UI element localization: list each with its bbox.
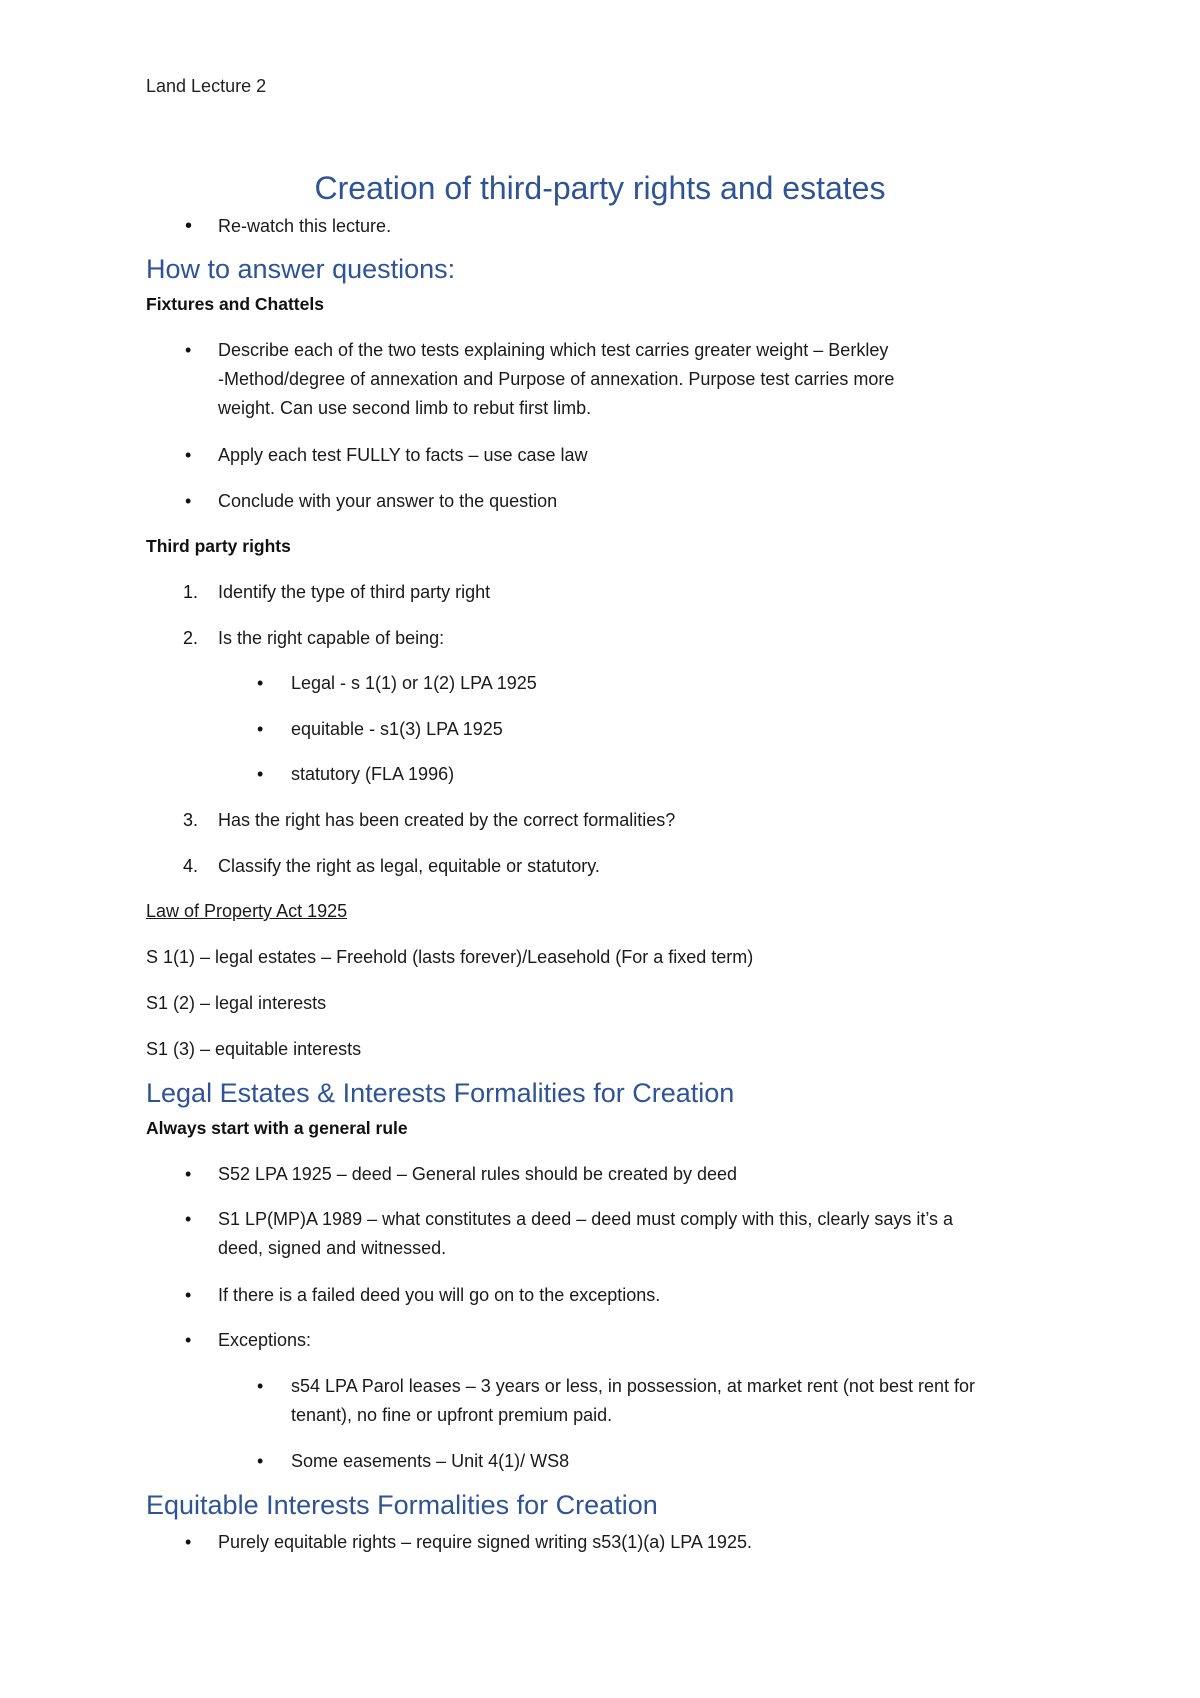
bullet-icon: •: [257, 1376, 264, 1396]
fixtures-bullet-1-line-2: -Method/degree of annexation and Purpose of annexation. Purpose test carries more: [218, 369, 895, 389]
document-title: Creation of third-party rights and estates: [314, 170, 886, 206]
intro-bullet-text: Re-watch this lecture.: [218, 216, 392, 236]
step-text: Is the right capable of being:: [218, 628, 445, 648]
exceptions-sub-bullet-2: Some easements – Unit 4(1)/ WS8: [291, 1451, 570, 1471]
lpa-line: S1 (3) – equitable interests: [146, 1039, 362, 1059]
capable-sub-bullet: statutory (FLA 1996): [291, 764, 455, 784]
bullet-icon: •: [257, 719, 264, 739]
step-number: 1.: [183, 582, 199, 602]
legal-bullet-2-line-1: S1 LP(MP)A 1989 – what constitutes a deed – deed must comply with this, clearly says it’s a: [218, 1209, 954, 1229]
bullet-icon: •: [185, 215, 193, 237]
subheading-fixtures: Fixtures and Chattels: [146, 294, 324, 314]
subheading-general-rule: Always start with a general rule: [146, 1118, 408, 1138]
bullet-icon: •: [185, 1164, 192, 1184]
bullet-icon: •: [257, 673, 264, 693]
bullet-icon: •: [185, 1209, 192, 1229]
bullet-icon: •: [185, 1285, 192, 1305]
lpa-line: S1 (2) – legal interests: [146, 993, 327, 1013]
bullet-icon: •: [185, 445, 192, 465]
page-header: Land Lecture 2: [146, 76, 267, 96]
bullet-icon: •: [185, 1330, 192, 1350]
exceptions-sub-bullet-1-line-2: tenant), no fine or upfront premium paid.: [291, 1405, 613, 1425]
section-heading-legal-estates: Legal Estates & Interests Formalities for Creation: [146, 1078, 735, 1108]
section-heading-how-to-answer: How to answer questions:: [146, 254, 456, 284]
subheading-third-party: Third party rights: [146, 536, 291, 556]
lpa-line: S 1(1) – legal estates – Freehold (lasts forever)/Leasehold (For a fixed term): [146, 947, 754, 967]
lpa-heading: Law of Property Act 1925: [146, 901, 348, 921]
fixtures-bullet-1-line-3: weight. Can use second limb to rebut first limb.: [218, 398, 592, 418]
bullet-icon: •: [185, 340, 192, 360]
step-text: Classify the right as legal, equitable or statutory.: [218, 856, 600, 876]
fixtures-bullet-3: Conclude with your answer to the question: [218, 491, 558, 511]
legal-bullet-3: If there is a failed deed you will go on to the exceptions.: [218, 1285, 661, 1305]
legal-bullet-4: Exceptions:: [218, 1330, 312, 1350]
capable-sub-bullet: equitable - s1(3) LPA 1925: [291, 719, 503, 739]
step-number: 2.: [183, 628, 199, 648]
bullet-icon: •: [185, 1532, 192, 1552]
bullet-icon: •: [257, 764, 264, 784]
exceptions-sub-bullet-1-line-1: s54 LPA Parol leases – 3 years or less, in possession, at market rent (not best rent for: [291, 1376, 975, 1396]
bullet-icon: •: [185, 491, 192, 511]
section-heading-equitable: Equitable Interests Formalities for Creation: [146, 1490, 658, 1520]
step-number: 3.: [183, 810, 199, 830]
fixtures-bullet-1-line-1: Describe each of the two tests explaining which test carries greater weight – Berkley: [218, 340, 889, 360]
step-number: 4.: [183, 856, 199, 876]
legal-bullet-2-line-2: deed, signed and witnessed.: [218, 1238, 447, 1258]
step-text: Identify the type of third party right: [218, 582, 491, 602]
legal-bullet-1: S52 LPA 1925 – deed – General rules should be created by deed: [218, 1164, 738, 1184]
bullet-icon: •: [257, 1451, 264, 1471]
step-text: Has the right has been created by the correct formalities?: [218, 810, 676, 830]
fixtures-bullet-2: Apply each test FULLY to facts – use case law: [218, 445, 588, 465]
equitable-bullet-1: Purely equitable rights – require signed writing s53(1)(a) LPA 1925.: [218, 1532, 752, 1552]
capable-sub-bullet: Legal - s 1(1) or 1(2) LPA 1925: [291, 673, 537, 693]
